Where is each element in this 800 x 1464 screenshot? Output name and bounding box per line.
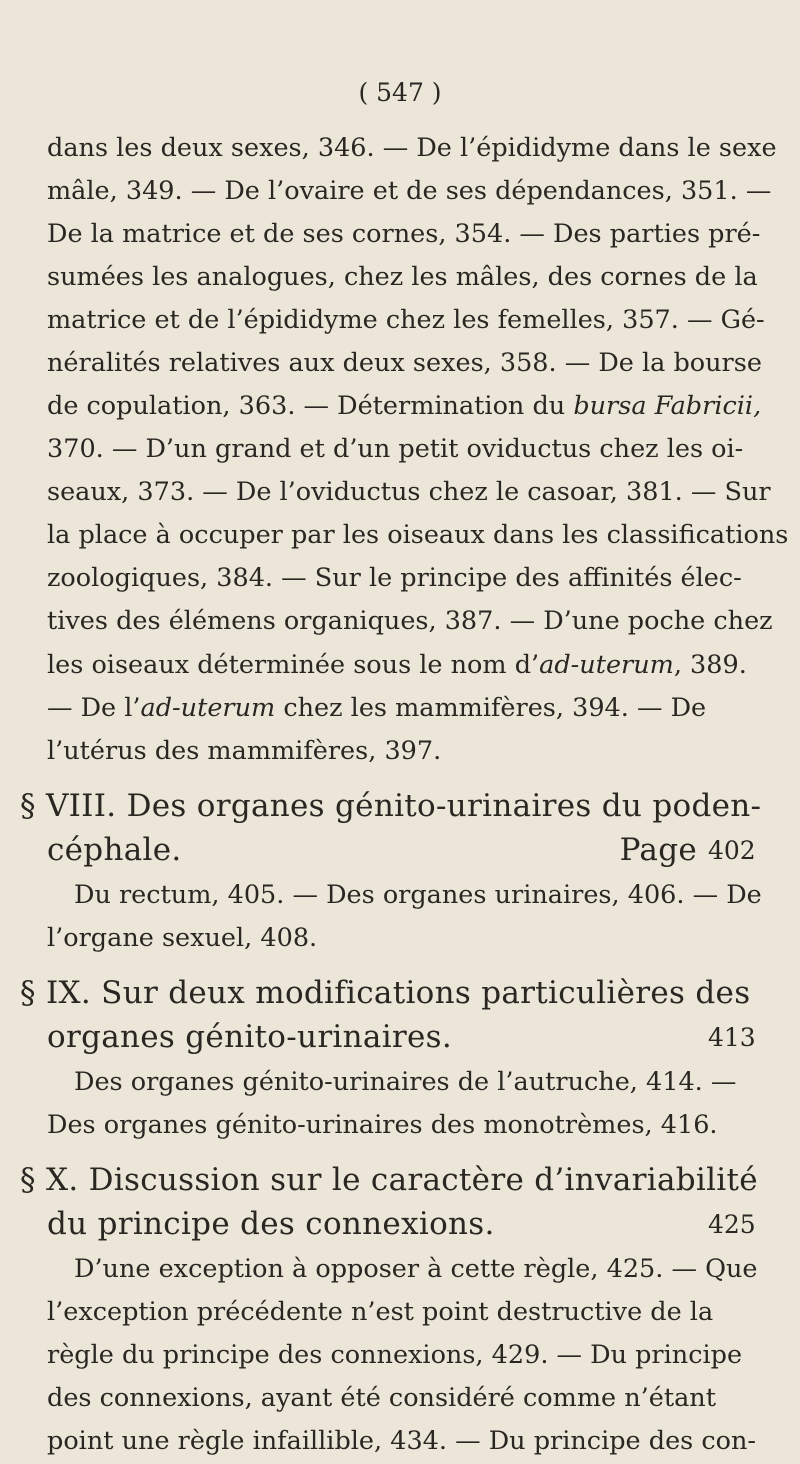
text-line: Des organes génito-urinaires de l’autruche, 414. — [74, 1066, 737, 1097]
text-line: 370. — D’un grand et d’un petit oviductus chez les oi- [47, 434, 744, 465]
text-line: Du rectum, 405. — Des organes urinaires, 406. — De [74, 879, 762, 910]
text-segment: de copulation, 363. — Détermination du [47, 391, 574, 422]
italic-term: ad-uterum [539, 649, 674, 680]
text-segment: , 389. [673, 649, 747, 680]
section-heading-cont: organes génito-urinaires. [47, 1019, 453, 1056]
text-line: l’exception précédente n’est point destructive de la [47, 1296, 714, 1327]
text-line: l’organe sexuel, 408. [47, 922, 318, 953]
text-line: néralités relatives aux deux sexes, 358. — De la bourse [47, 348, 762, 379]
section-heading: § X. Discussion sur le caractère d’invariabilité [20, 1162, 758, 1199]
page-folio: ( 547 ) [358, 78, 442, 107]
text-line: sumées les analogues, chez les mâles, des cornes de la [47, 262, 758, 293]
text-line [47, 648, 747, 682]
text-line: la place à occuper par les oiseaux dans les classifications [47, 520, 789, 551]
section-heading: § IX. Sur deux modifications particulières des [20, 975, 751, 1012]
text-line: D’une exception à opposer à cette règle, 425. — Que [74, 1253, 758, 1284]
text-line: l’utérus des mammifères, 397. [47, 735, 442, 766]
text-line: point une règle infaillible, 434. — Du principe des con- [47, 1426, 757, 1456]
text-line [47, 691, 706, 725]
margin-page-number: 413 [708, 1023, 756, 1053]
text-line: des connexions, ayant été considéré comme n’étant [47, 1382, 716, 1413]
section-heading: § VIII. Des organes génito-urinaires du poden- [20, 788, 762, 825]
margin-page-number: 425 [708, 1210, 756, 1240]
text-line: dans les deux sexes, 346. — De l’épididyme dans le sexe [47, 133, 777, 163]
text-line: zoologiques, 384. — Sur le principe des affinités élec- [47, 563, 742, 594]
margin-page-number: 402 [708, 836, 756, 866]
text-line: mâle, 349. — De l’ovaire et de ses dépendances, 351. — [47, 176, 772, 207]
section-heading-cont [47, 833, 697, 867]
text-line: matrice et de l’épididyme chez les femelles, 357. — Gé- [47, 305, 765, 336]
text-segment: les oiseaux déterminée sous le nom d’ [47, 649, 540, 680]
text-line [47, 389, 761, 423]
page-label: Page [619, 831, 697, 868]
section-heading-text: céphale. [47, 831, 182, 868]
text-segment: chez les mammifères, 394. — De [275, 692, 707, 723]
text-segment: — De l’ [47, 692, 141, 723]
text-line: règle du principe des connexions, 429. — Du principe [47, 1339, 743, 1370]
text-line: Des organes génito-urinaires des monotrèmes, 416. [47, 1109, 718, 1140]
section-heading-cont: du principe des connexions. [47, 1206, 495, 1243]
text-line: seaux, 373. — De l’oviductus chez le casoar, 381. — Sur [47, 477, 771, 508]
text-line: De la matrice et de ses cornes, 354. — Des parties pré- [47, 219, 761, 250]
italic-term: bursa Fabricii, [573, 391, 762, 422]
text-line: tives des élémens organiques, 387. — D’une poche chez [47, 606, 773, 637]
italic-term: ad-uterum [140, 692, 276, 723]
